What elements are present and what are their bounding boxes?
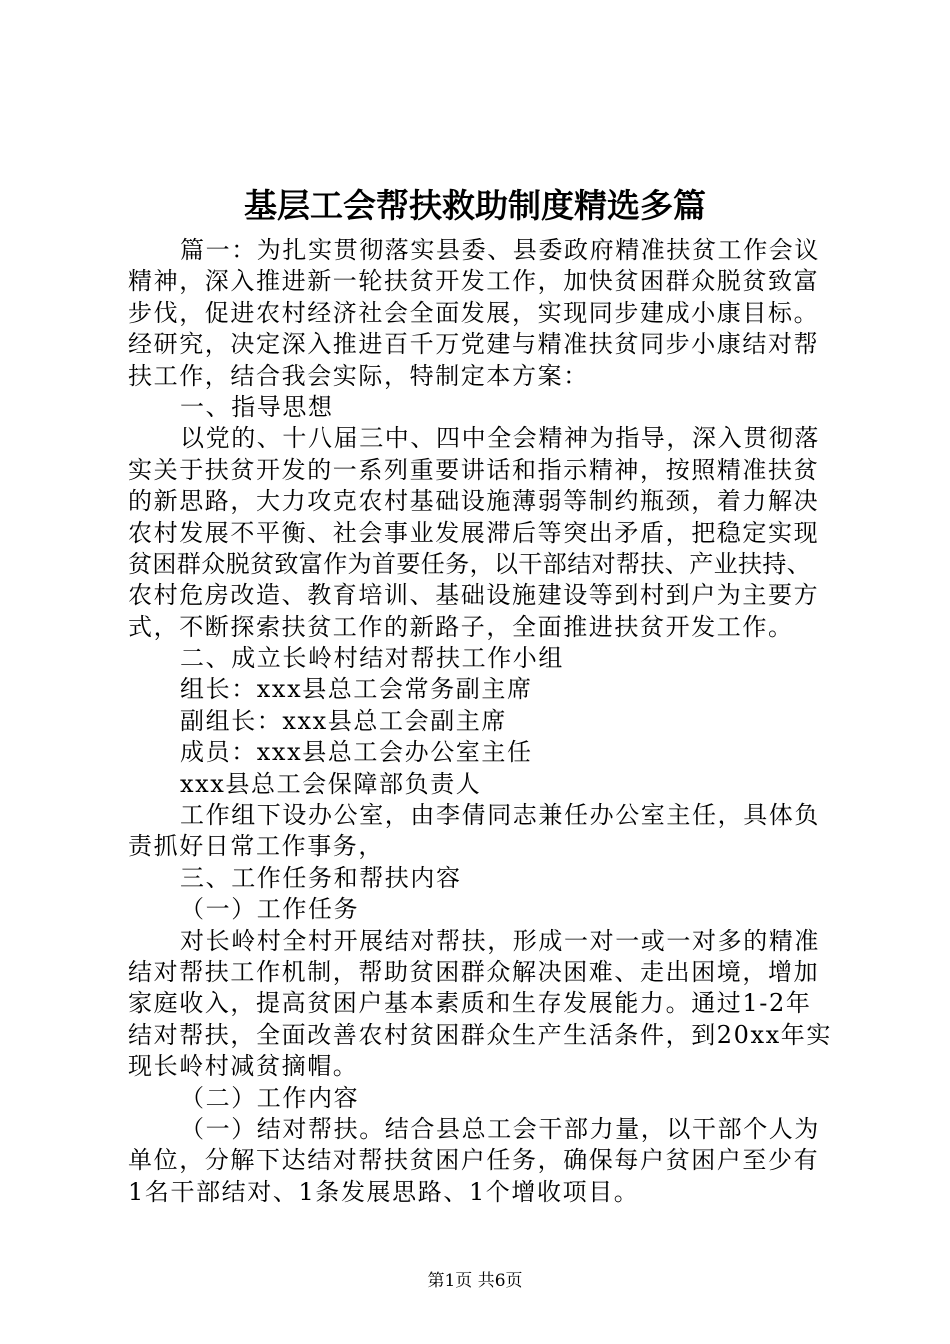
paragraph-line: 经研究，决定深入推进百千万党建与精准扶贫同步小康结对帮	[128, 330, 820, 359]
paragraph-line: 组长：xxx县总工会常务副主席	[180, 675, 533, 704]
paragraph-line: 单位，分解下达结对帮扶贫困户任务，确保每户贫困户至少有	[128, 1146, 820, 1175]
document-body	[128, 235, 840, 1208]
section-heading: 三、工作任务和帮扶内容	[180, 863, 462, 892]
paragraph-line: 成员：xxx县总工会办公室主任	[180, 738, 533, 767]
paragraph-line: 精神，深入推进新一轮扶贫开发工作，加快贫困群众脱贫致富	[128, 267, 820, 296]
paragraph-line: 步伐，促进农村经济社会全面发展，实现同步建成小康目标。	[128, 298, 820, 327]
paragraph-line: 篇一：为扎实贯彻落实县委、县委政府精准扶贫工作会议	[180, 236, 820, 264]
paragraph-line: 扶工作，结合我会实际，特制定本方案：	[128, 361, 589, 390]
paragraph-line: 的新思路，大力攻克农村基础设施薄弱等制约瓶颈，着力解决	[128, 487, 820, 516]
section-heading: 二、成立长岭村结对帮扶工作小组	[180, 644, 564, 673]
paragraph-line: 对长岭村全村开展结对帮扶，形成一对一或一对多的精准	[180, 926, 820, 955]
paragraph-line: 家庭收入，提高贫困户基本素质和生存发展能力。通过1-2年	[128, 989, 812, 1018]
subsection-heading: （一）工作任务	[180, 895, 360, 924]
section-heading: 一、指导思想	[180, 392, 334, 421]
paragraph-line: 现长岭村减贫摘帽。	[128, 1052, 359, 1081]
paragraph-line: 式，不断探索扶贫工作的新路子，全面推进扶贫开发工作。	[128, 612, 794, 641]
paragraph-line: 结对帮扶工作机制，帮助贫困群众解决困难、走出困境，增加	[128, 957, 820, 986]
page-number-footer: 第1页 共6页	[427, 1271, 523, 1291]
paragraph-line: 农村发展不平衡、社会事业发展滞后等突出矛盾，把稳定实现	[128, 518, 820, 547]
paragraph-line: 工作组下设办公室，由李倩同志兼任办公室主任，具体负	[180, 801, 820, 830]
paragraph-line: 农村危房改造、教育培训、基础设施建设等到村到户为主要方	[128, 581, 820, 610]
paragraph-line: 贫困群众脱贫致富作为首要任务，以干部结对帮扶、产业扶持、	[128, 549, 812, 578]
document-title: 基层工会帮扶救助制度精选多篇	[244, 186, 706, 225]
paragraph-line: （一）结对帮扶。结合县总工会干部力量，以干部个人为	[180, 1114, 820, 1143]
paragraph-line: 副组长：xxx县总工会副主席	[180, 706, 508, 735]
paragraph-line: 结对帮扶，全面改善农村贫困群众生产生活条件，到20xx年实	[128, 1020, 833, 1049]
paragraph-line: 实关于扶贫开发的一系列重要讲话和指示精神，按照精准扶贫	[128, 455, 820, 484]
paragraph-line: xxx县总工会保障部负责人	[180, 769, 482, 798]
paragraph-line: 责抓好日常工作事务，	[128, 832, 384, 861]
paragraph-line: 1名干部结对、1条发展思路、1个增收项目。	[128, 1177, 640, 1206]
paragraph-line: 以党的、十八届三中、四中全会精神为指导，深入贯彻落	[180, 424, 820, 453]
subsection-heading: （二）工作内容	[180, 1083, 360, 1112]
